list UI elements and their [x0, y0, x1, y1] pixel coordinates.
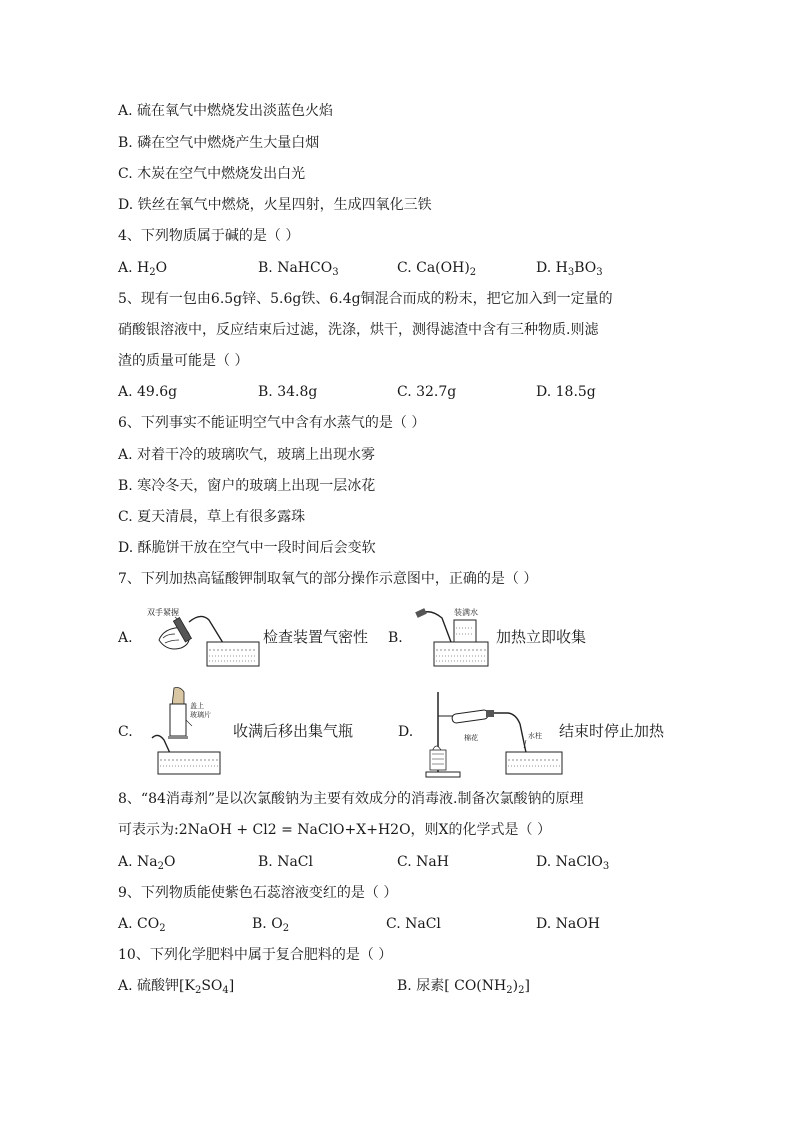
q5-stem-line1: 5、现有一包由6.5g锌、5.6g铁、6.4g铜混合而成的粉末，把它加入到一定量的	[118, 291, 613, 307]
q7-option-b-label: 加热立即收集	[496, 628, 587, 646]
q8-stem-line1: 8、“84消毒剂”是以次氯酸钠为主要有效成分的消毒液.制备次氯酸钠的原理	[118, 791, 584, 807]
q8-option-c: C. NaH	[397, 854, 449, 870]
q7-option-b-letter: B.	[388, 630, 403, 646]
q7-figure-d-stop-heating	[424, 690, 564, 780]
q7-option-a-label: 检查装置气密性	[263, 628, 369, 646]
q10-option-a: A. 硫酸钾$[K_2SO_4]$	[118, 978, 235, 996]
q4-option-d: D. $H_3BO_3$	[536, 260, 603, 278]
q5-stem-line3: 渣的质量可能是（ ）	[118, 353, 249, 369]
q10-stem: 10、下列化学肥料中属于复合肥料的是（ ）	[118, 947, 393, 963]
q5-stem-line2: 硝酸银溶液中，反应结束后过滤，洗涤，烘干，测得滤渣中含有三种物质.则滤	[118, 322, 599, 338]
q5-option-d: D. 18.5g	[536, 384, 596, 400]
q8-option-a: A. $Na_2O$	[118, 854, 176, 872]
q7-figure-c-caption-2: 玻璃片	[190, 712, 211, 719]
q4-option-c: C. $Ca(OH)_2$	[397, 260, 477, 278]
q6-option-a: A. 对着干冷的玻璃吹气，玻璃上出现水雾	[118, 447, 376, 463]
q8-option-d: D. NaClO$_3$	[536, 854, 610, 872]
q10-option-b: B. 尿素[ $CO(NH_2)_2$]	[397, 978, 530, 996]
q3-option-a: A. 硫在氧气中燃烧发出淡蓝色火焰	[118, 103, 334, 119]
q3-option-d: D. 铁丝在氧气中燃烧，火星四射，生成四氧化三铁	[118, 197, 432, 213]
q3-option-c: C. 木炭在空气中燃烧发出白光	[118, 166, 306, 182]
q6-option-b: B. 寒冷冬天，窗户的玻璃上出现一层冰花	[118, 478, 376, 494]
q5-option-b: B. 34.8g	[258, 384, 318, 400]
q5-option-a: A. 49.6g	[118, 384, 178, 400]
q7-figure-a-airtightness-check	[145, 604, 263, 668]
q5-option-c: C. 32.7g	[397, 384, 457, 400]
q4-stem: 4、下列物质属于碱的是（ ）	[118, 228, 300, 244]
q9-option-d: D. NaOH	[536, 916, 600, 932]
q4-option-a: A. $H_2O$	[118, 260, 168, 278]
q7-stem: 7、下列加热高锰酸钾制取氧气的部分操作示意图中，正确的是（ ）	[118, 571, 538, 587]
q7-figure-c-remove-bottle	[150, 686, 230, 776]
q7-option-d-letter: D.	[398, 724, 414, 740]
q9-option-a: A. $CO_2$	[118, 916, 166, 934]
q6-option-c: C. 夏天清晨，草上有很多露珠	[118, 509, 306, 525]
q6-option-d: D. 酥脆饼干放在空气中一段时间后会变软	[118, 540, 376, 556]
q9-option-b: B. $O_2$	[252, 916, 290, 934]
q7-option-a-letter: A.	[118, 630, 133, 646]
q7-figure-d-caption-1: 棉花	[464, 735, 478, 742]
q7-figure-b-caption: 装满水	[454, 608, 478, 617]
q7-option-c-letter: C.	[118, 724, 133, 740]
q7-option-d-label: 结束时停止加热	[559, 722, 665, 740]
q7-figure-c-caption-1: 盖上	[190, 703, 204, 710]
q4-option-b: B. NaHCO$_3$	[258, 260, 339, 278]
q7-figure-a-caption: 双手紧握	[147, 608, 179, 617]
q7-figure-b-collect-gas	[410, 604, 492, 668]
q8-stem-line2: 可表示为:2NaOH + Cl2 = NaClO+X+H2O，则X的化学式是（ ）	[118, 822, 551, 838]
q9-stem: 9、下列物质能使紫色石蕊溶液变红的是（ ）	[118, 885, 398, 901]
q9-option-c: C. NaCl	[386, 916, 441, 932]
q7-option-c-label: 收满后移出集气瓶	[233, 722, 354, 740]
q6-stem: 6、下列事实不能证明空气中含有水蒸气的是（ ）	[118, 415, 426, 431]
q8-option-b: B. NaCl	[258, 854, 313, 870]
q7-figure-d-caption-2: 水柱	[528, 733, 542, 740]
q3-option-b: B. 磷在空气中燃烧产生大量白烟	[118, 135, 320, 151]
